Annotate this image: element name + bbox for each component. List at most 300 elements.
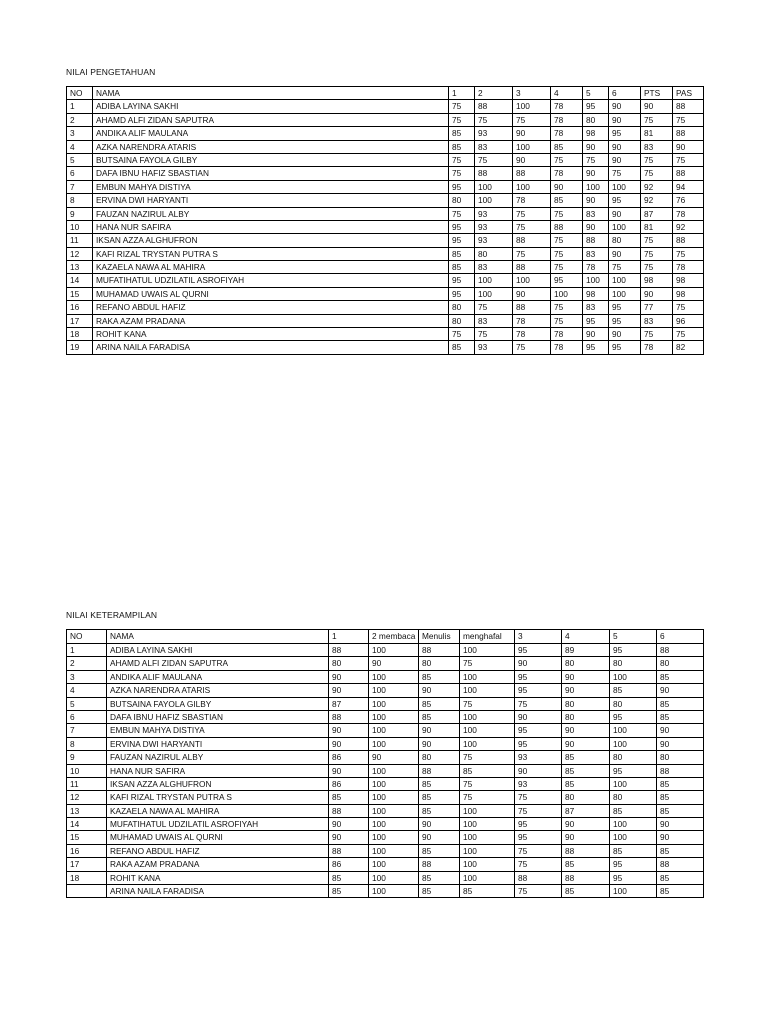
column-header: 5 bbox=[583, 87, 609, 100]
table-row bbox=[67, 287, 704, 300]
score-cell: 75 bbox=[449, 153, 475, 166]
score-cell: 85 bbox=[419, 871, 460, 884]
score-cell: 80 bbox=[610, 697, 657, 710]
score-cell: 80 bbox=[449, 301, 475, 314]
score-cell: 90 bbox=[329, 670, 369, 683]
score-cell: 75 bbox=[583, 153, 609, 166]
score-cell: 98 bbox=[641, 274, 673, 287]
score-cell: 85 bbox=[419, 670, 460, 683]
table-row bbox=[67, 100, 704, 113]
score-cell: 80 bbox=[449, 194, 475, 207]
score-cell: 75 bbox=[513, 341, 551, 354]
table-row bbox=[67, 885, 704, 898]
score-cell: 78 bbox=[583, 261, 609, 274]
score-cell: 75 bbox=[641, 234, 673, 247]
score-cell: 90 bbox=[551, 180, 583, 193]
score-cell: 80 bbox=[610, 791, 657, 804]
row-number-cell: 15 bbox=[67, 831, 107, 844]
student-name-cell: ERVINA DWI HARYANTI bbox=[107, 737, 329, 750]
score-cell: 92 bbox=[673, 220, 704, 233]
score-cell: 83 bbox=[583, 247, 609, 260]
column-header: 3 bbox=[513, 87, 551, 100]
score-cell: 100 bbox=[460, 858, 515, 871]
row-number-cell: 1 bbox=[67, 100, 93, 113]
table-nilai-keterampilan bbox=[66, 629, 704, 898]
score-cell: 85 bbox=[419, 777, 460, 790]
row-number-cell: 8 bbox=[67, 194, 93, 207]
table-row bbox=[67, 314, 704, 327]
score-cell: 75 bbox=[551, 234, 583, 247]
score-cell: 90 bbox=[369, 657, 419, 670]
column-header: 5 bbox=[610, 630, 657, 644]
score-cell: 78 bbox=[551, 328, 583, 341]
score-cell: 78 bbox=[513, 314, 551, 327]
score-cell: 92 bbox=[641, 194, 673, 207]
row-number-cell: 10 bbox=[67, 764, 107, 777]
student-name-cell: EMBUN MAHYA DISTIYA bbox=[93, 180, 449, 193]
score-cell: 90 bbox=[329, 724, 369, 737]
score-cell: 88 bbox=[419, 858, 460, 871]
score-cell: 100 bbox=[369, 644, 419, 657]
student-name-cell: ANDIKA ALIF MAULANA bbox=[93, 127, 449, 140]
score-cell: 88 bbox=[513, 234, 551, 247]
score-cell: 88 bbox=[475, 100, 513, 113]
score-cell: 100 bbox=[460, 871, 515, 884]
score-cell: 90 bbox=[641, 100, 673, 113]
score-cell: 98 bbox=[583, 127, 609, 140]
score-cell: 75 bbox=[449, 207, 475, 220]
score-cell: 75 bbox=[641, 167, 673, 180]
score-cell: 88 bbox=[513, 261, 551, 274]
score-cell: 85 bbox=[657, 697, 704, 710]
student-name-cell: FAUZAN NAZIRUL ALBY bbox=[107, 751, 329, 764]
score-cell: 75 bbox=[551, 153, 583, 166]
row-number-cell: 2 bbox=[67, 113, 93, 126]
score-cell: 83 bbox=[583, 207, 609, 220]
score-cell: 88 bbox=[329, 644, 369, 657]
table-row bbox=[67, 751, 704, 764]
score-cell: 100 bbox=[369, 871, 419, 884]
table-row bbox=[67, 858, 704, 871]
score-cell: 88 bbox=[673, 167, 704, 180]
row-number-cell: 12 bbox=[67, 247, 93, 260]
score-cell: 80 bbox=[610, 657, 657, 670]
score-cell: 88 bbox=[329, 844, 369, 857]
score-cell: 100 bbox=[610, 831, 657, 844]
score-cell: 95 bbox=[610, 871, 657, 884]
score-cell: 90 bbox=[515, 764, 562, 777]
score-cell: 100 bbox=[460, 670, 515, 683]
row-number-cell: 4 bbox=[67, 684, 107, 697]
score-cell: 85 bbox=[419, 804, 460, 817]
score-cell: 75 bbox=[475, 328, 513, 341]
table-row bbox=[67, 180, 704, 193]
score-cell: 88 bbox=[513, 301, 551, 314]
row-number-cell: 3 bbox=[67, 127, 93, 140]
score-cell: 75 bbox=[515, 791, 562, 804]
row-number-cell: 14 bbox=[67, 274, 93, 287]
column-header: 6 bbox=[657, 630, 704, 644]
student-name-cell: ANDIKA ALIF MAULANA bbox=[107, 670, 329, 683]
score-cell: 88 bbox=[562, 844, 610, 857]
score-cell: 75 bbox=[513, 113, 551, 126]
column-header: 4 bbox=[551, 87, 583, 100]
score-cell: 75 bbox=[449, 167, 475, 180]
student-name-cell: IKSAN AZZA ALGHUFRON bbox=[107, 777, 329, 790]
score-cell: 85 bbox=[419, 885, 460, 898]
table-row bbox=[67, 301, 704, 314]
column-header: 1 bbox=[449, 87, 475, 100]
score-cell: 75 bbox=[551, 247, 583, 260]
score-cell: 85 bbox=[562, 858, 610, 871]
score-cell: 89 bbox=[562, 644, 610, 657]
student-name-cell: AZKA NARENDRA ATARIS bbox=[93, 140, 449, 153]
score-cell: 93 bbox=[515, 751, 562, 764]
score-cell: 85 bbox=[551, 194, 583, 207]
score-cell: 100 bbox=[609, 274, 641, 287]
score-cell: 100 bbox=[460, 818, 515, 831]
score-cell: 85 bbox=[460, 764, 515, 777]
score-cell: 85 bbox=[419, 791, 460, 804]
score-cell: 75 bbox=[515, 885, 562, 898]
score-cell: 100 bbox=[369, 697, 419, 710]
score-cell: 90 bbox=[583, 167, 609, 180]
score-cell: 95 bbox=[610, 710, 657, 723]
student-name-cell: MUHAMAD UWAIS AL QURNI bbox=[93, 287, 449, 300]
table-row bbox=[67, 194, 704, 207]
score-cell: 85 bbox=[460, 885, 515, 898]
score-cell: 80 bbox=[329, 657, 369, 670]
score-cell: 100 bbox=[369, 684, 419, 697]
row-number-cell: 9 bbox=[67, 751, 107, 764]
score-cell: 98 bbox=[673, 287, 704, 300]
student-name-cell: HANA NUR SAFIRA bbox=[107, 764, 329, 777]
score-cell: 86 bbox=[329, 858, 369, 871]
score-cell: 80 bbox=[610, 751, 657, 764]
score-cell: 78 bbox=[551, 113, 583, 126]
score-cell: 88 bbox=[329, 710, 369, 723]
score-cell: 95 bbox=[583, 341, 609, 354]
student-name-cell: ROHIT KANA bbox=[93, 328, 449, 341]
score-cell: 80 bbox=[562, 657, 610, 670]
row-number-cell: 13 bbox=[67, 261, 93, 274]
score-cell: 80 bbox=[419, 657, 460, 670]
score-cell: 75 bbox=[641, 113, 673, 126]
column-header: 2 membaca bbox=[369, 630, 419, 644]
score-cell: 90 bbox=[609, 247, 641, 260]
score-cell: 78 bbox=[551, 127, 583, 140]
score-cell: 90 bbox=[609, 328, 641, 341]
score-cell: 83 bbox=[641, 314, 673, 327]
table-row bbox=[67, 871, 704, 884]
score-cell: 75 bbox=[673, 153, 704, 166]
row-number-cell: 16 bbox=[67, 301, 93, 314]
score-cell: 88 bbox=[562, 871, 610, 884]
score-cell: 90 bbox=[419, 684, 460, 697]
score-cell: 93 bbox=[475, 207, 513, 220]
score-cell: 78 bbox=[551, 167, 583, 180]
score-cell: 90 bbox=[609, 113, 641, 126]
score-cell: 100 bbox=[609, 180, 641, 193]
score-cell: 96 bbox=[673, 314, 704, 327]
score-cell: 85 bbox=[610, 684, 657, 697]
table-row bbox=[67, 127, 704, 140]
score-cell: 95 bbox=[449, 234, 475, 247]
column-header: Menulis bbox=[419, 630, 460, 644]
score-cell: 80 bbox=[657, 751, 704, 764]
student-name-cell: MUFATIHATUL UDZILATIL ASROFIYAH bbox=[107, 818, 329, 831]
score-cell: 77 bbox=[641, 301, 673, 314]
score-cell: 90 bbox=[583, 194, 609, 207]
score-cell: 90 bbox=[562, 670, 610, 683]
score-cell: 88 bbox=[657, 764, 704, 777]
score-cell: 100 bbox=[610, 670, 657, 683]
score-cell: 100 bbox=[583, 274, 609, 287]
score-cell: 75 bbox=[460, 751, 515, 764]
student-name-cell: KAFI RIZAL TRYSTAN PUTRA S bbox=[93, 247, 449, 260]
score-cell: 75 bbox=[460, 791, 515, 804]
score-cell: 85 bbox=[551, 140, 583, 153]
table-row bbox=[67, 140, 704, 153]
score-cell: 88 bbox=[657, 858, 704, 871]
table-row bbox=[67, 764, 704, 777]
table-nilai-pengetahuan bbox=[66, 86, 704, 355]
score-cell: 80 bbox=[449, 314, 475, 327]
score-cell: 90 bbox=[583, 328, 609, 341]
header-row bbox=[67, 630, 704, 644]
score-cell: 100 bbox=[610, 777, 657, 790]
table-row bbox=[67, 644, 704, 657]
score-cell: 95 bbox=[551, 274, 583, 287]
score-cell: 85 bbox=[329, 791, 369, 804]
score-cell: 85 bbox=[657, 844, 704, 857]
table-row bbox=[67, 777, 704, 790]
table-row bbox=[67, 670, 704, 683]
score-cell: 88 bbox=[513, 167, 551, 180]
table-row bbox=[67, 710, 704, 723]
score-cell: 100 bbox=[609, 287, 641, 300]
student-name-cell: IKSAN AZZA ALGHUFRON bbox=[93, 234, 449, 247]
score-cell: 86 bbox=[329, 777, 369, 790]
score-cell: 95 bbox=[449, 180, 475, 193]
score-cell: 100 bbox=[475, 287, 513, 300]
score-cell: 82 bbox=[673, 341, 704, 354]
student-name-cell: KAZAELA NAWA AL MAHIRA bbox=[107, 804, 329, 817]
table-row bbox=[67, 831, 704, 844]
score-cell: 85 bbox=[449, 140, 475, 153]
score-cell: 90 bbox=[609, 207, 641, 220]
score-cell: 88 bbox=[475, 167, 513, 180]
column-header: NAMA bbox=[93, 87, 449, 100]
table-row bbox=[67, 697, 704, 710]
score-cell: 100 bbox=[460, 737, 515, 750]
student-name-cell: FAUZAN NAZIRUL ALBY bbox=[93, 207, 449, 220]
score-cell: 88 bbox=[673, 234, 704, 247]
score-cell: 100 bbox=[475, 274, 513, 287]
score-cell: 88 bbox=[419, 764, 460, 777]
score-cell: 88 bbox=[583, 234, 609, 247]
score-cell: 90 bbox=[641, 287, 673, 300]
score-cell: 80 bbox=[583, 113, 609, 126]
score-cell: 95 bbox=[610, 858, 657, 871]
row-number-cell: 17 bbox=[67, 314, 93, 327]
score-cell: 90 bbox=[609, 100, 641, 113]
score-cell: 90 bbox=[419, 737, 460, 750]
table-row bbox=[67, 791, 704, 804]
score-cell: 100 bbox=[513, 140, 551, 153]
score-cell: 90 bbox=[562, 737, 610, 750]
score-cell: 75 bbox=[475, 301, 513, 314]
score-cell: 85 bbox=[449, 261, 475, 274]
score-cell: 80 bbox=[562, 791, 610, 804]
student-name-cell: HANA NUR SAFIRA bbox=[93, 220, 449, 233]
student-name-cell: DAFA IBNU HAFIZ SBASTIAN bbox=[107, 710, 329, 723]
student-name-cell: RAKA AZAM PRADANA bbox=[107, 858, 329, 871]
score-cell: 75 bbox=[641, 153, 673, 166]
score-cell: 90 bbox=[419, 818, 460, 831]
score-cell: 100 bbox=[513, 100, 551, 113]
column-header: 1 bbox=[329, 630, 369, 644]
column-header: 3 bbox=[515, 630, 562, 644]
score-cell: 85 bbox=[562, 751, 610, 764]
table-row bbox=[67, 153, 704, 166]
row-number-cell: 1 bbox=[67, 644, 107, 657]
score-cell: 90 bbox=[657, 737, 704, 750]
score-cell: 85 bbox=[657, 885, 704, 898]
score-cell: 100 bbox=[369, 804, 419, 817]
score-cell: 90 bbox=[609, 153, 641, 166]
score-cell: 93 bbox=[475, 220, 513, 233]
score-cell: 100 bbox=[460, 844, 515, 857]
student-name-cell: KAFI RIZAL TRYSTAN PUTRA S bbox=[107, 791, 329, 804]
column-header: NAMA bbox=[107, 630, 329, 644]
student-name-cell: ADIBA LAYINA SAKHI bbox=[93, 100, 449, 113]
score-cell: 100 bbox=[610, 818, 657, 831]
score-cell: 85 bbox=[610, 844, 657, 857]
table-row bbox=[67, 261, 704, 274]
score-cell: 93 bbox=[475, 341, 513, 354]
student-name-cell: REFANO ABDUL HAFIZ bbox=[107, 844, 329, 857]
column-header: 4 bbox=[562, 630, 610, 644]
score-cell: 90 bbox=[657, 831, 704, 844]
score-cell: 100 bbox=[475, 180, 513, 193]
score-cell: 100 bbox=[460, 684, 515, 697]
student-name-cell: BUTSAINA FAYOLA GILBY bbox=[93, 153, 449, 166]
score-cell: 86 bbox=[329, 751, 369, 764]
score-cell: 78 bbox=[641, 341, 673, 354]
score-cell: 95 bbox=[515, 670, 562, 683]
score-cell: 75 bbox=[513, 220, 551, 233]
row-number-cell: 8 bbox=[67, 737, 107, 750]
score-cell: 100 bbox=[460, 710, 515, 723]
score-cell: 80 bbox=[562, 710, 610, 723]
score-cell: 87 bbox=[562, 804, 610, 817]
student-name-cell: ARINA NAILA FARADISA bbox=[107, 885, 329, 898]
student-name-cell: ADIBA LAYINA SAKHI bbox=[107, 644, 329, 657]
row-number-cell: 17 bbox=[67, 858, 107, 871]
score-cell: 85 bbox=[657, 871, 704, 884]
score-cell: 83 bbox=[641, 140, 673, 153]
row-number-cell: 7 bbox=[67, 724, 107, 737]
score-cell: 90 bbox=[329, 737, 369, 750]
score-cell: 95 bbox=[515, 831, 562, 844]
score-cell: 88 bbox=[657, 644, 704, 657]
score-cell: 95 bbox=[515, 724, 562, 737]
score-cell: 85 bbox=[419, 710, 460, 723]
score-cell: 88 bbox=[419, 644, 460, 657]
score-cell: 90 bbox=[562, 818, 610, 831]
score-cell: 90 bbox=[513, 287, 551, 300]
score-cell: 80 bbox=[562, 697, 610, 710]
column-header: NO bbox=[67, 87, 93, 100]
score-cell: 85 bbox=[562, 885, 610, 898]
score-cell: 88 bbox=[515, 871, 562, 884]
score-cell: 85 bbox=[657, 670, 704, 683]
score-cell: 100 bbox=[369, 764, 419, 777]
row-number-cell: 10 bbox=[67, 220, 93, 233]
score-cell: 81 bbox=[641, 220, 673, 233]
score-cell: 90 bbox=[583, 220, 609, 233]
score-cell: 88 bbox=[551, 220, 583, 233]
score-cell: 90 bbox=[419, 724, 460, 737]
score-cell: 80 bbox=[609, 234, 641, 247]
row-number-cell: 14 bbox=[67, 818, 107, 831]
score-cell: 85 bbox=[419, 844, 460, 857]
score-cell: 100 bbox=[610, 885, 657, 898]
score-cell: 78 bbox=[673, 207, 704, 220]
score-cell: 95 bbox=[583, 100, 609, 113]
score-cell: 75 bbox=[515, 844, 562, 857]
score-cell: 100 bbox=[609, 220, 641, 233]
column-header: PTS bbox=[641, 87, 673, 100]
score-cell: 90 bbox=[562, 724, 610, 737]
table-row bbox=[67, 684, 704, 697]
score-cell: 90 bbox=[329, 684, 369, 697]
score-cell: 100 bbox=[551, 287, 583, 300]
score-cell: 95 bbox=[515, 737, 562, 750]
score-cell: 75 bbox=[460, 777, 515, 790]
score-cell: 85 bbox=[329, 871, 369, 884]
score-cell: 75 bbox=[449, 113, 475, 126]
student-name-cell: KAZAELA NAWA AL MAHIRA bbox=[93, 261, 449, 274]
score-cell: 75 bbox=[515, 804, 562, 817]
row-number-cell: 2 bbox=[67, 657, 107, 670]
score-cell: 83 bbox=[475, 140, 513, 153]
score-cell: 100 bbox=[369, 858, 419, 871]
score-cell: 75 bbox=[460, 657, 515, 670]
score-cell: 95 bbox=[609, 341, 641, 354]
score-cell: 100 bbox=[369, 724, 419, 737]
score-cell: 95 bbox=[449, 287, 475, 300]
score-cell: 100 bbox=[369, 818, 419, 831]
table-row bbox=[67, 274, 704, 287]
row-number-cell: 19 bbox=[67, 341, 93, 354]
column-header: menghafal bbox=[460, 630, 515, 644]
score-cell: 75 bbox=[513, 207, 551, 220]
score-cell: 100 bbox=[369, 844, 419, 857]
score-cell: 90 bbox=[513, 153, 551, 166]
score-cell: 75 bbox=[515, 858, 562, 871]
table-row bbox=[67, 341, 704, 354]
table-row bbox=[67, 804, 704, 817]
score-cell: 85 bbox=[562, 777, 610, 790]
column-header: 2 bbox=[475, 87, 513, 100]
row-number-cell: 18 bbox=[67, 871, 107, 884]
score-cell: 100 bbox=[369, 885, 419, 898]
student-name-cell: AHAMD ALFI ZIDAN SAPUTRA bbox=[93, 113, 449, 126]
score-cell: 75 bbox=[609, 261, 641, 274]
student-name-cell: ARINA NAILA FARADISA bbox=[93, 341, 449, 354]
